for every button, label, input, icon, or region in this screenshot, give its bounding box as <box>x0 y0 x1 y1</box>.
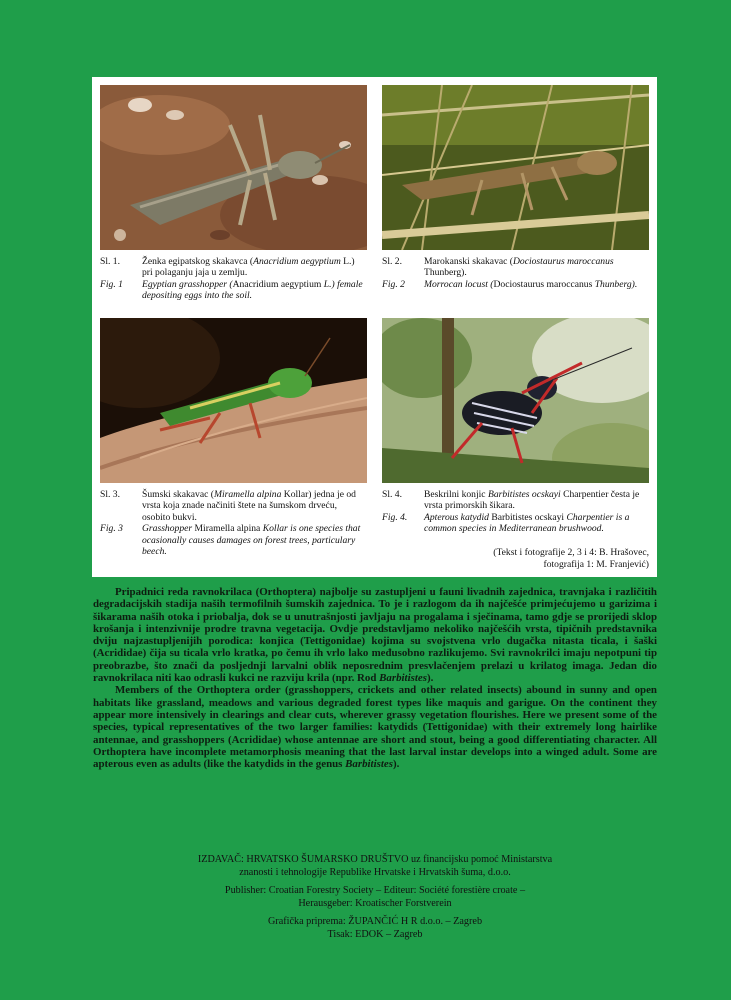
paragraph-croatian-genus: Barbitistes <box>379 672 427 685</box>
body-text <box>93 586 657 770</box>
caption-fig1-en: Egyptian grasshopper ( <box>142 278 233 290</box>
caption-fig4-hr-species: Barbitistes ocskayi <box>487 489 561 500</box>
publisher-line-2: znanosti i tehnologije Republike Hrvatske i Hrvatskih šuma, d.o.o. <box>239 866 511 878</box>
caption-fig4-en-species: Barbitistes ocskayi <box>491 511 565 523</box>
caption-fig3-num-en: Fig. 3 <box>100 523 123 535</box>
photo-credit-line1: (Tekst i fotografije 2, 3 i 4: B. Hrašovec, <box>493 547 649 558</box>
caption-fig1-num-hr: Sl. 1. <box>100 256 120 267</box>
caption-fig3-en: Grasshopper <box>142 523 195 535</box>
publisher-line-3: Publisher: Croatian Forestry Society – Editeur: Société forestière croate – <box>224 885 526 897</box>
caption-fig2 <box>382 256 649 290</box>
caption-fig3-hr-rest: Kollar) jedna je od vrsta koja znade načiniti štete na šumskom drveću, osobito bukvi. <box>142 489 356 523</box>
photo-egyptian-grasshopper <box>100 85 367 250</box>
caption-fig2-num-hr: Sl. 2. <box>382 256 402 267</box>
caption-fig4-en-rest: Charpentier is a common species in Mediterranean brushwood. <box>424 511 630 535</box>
caption-fig3-en-rest: Kollar is one species that ocasionally causes damages on forest trees, particulary beech. <box>142 523 361 558</box>
caption-fig2-en-species: Dociostaurus maroccanus <box>493 278 593 290</box>
caption-fig1-en-species: Anacridium aegyptium <box>232 278 322 290</box>
publisher-line-1: IZDAVAČ: HRVATSKO ŠUMARSKO DRUŠTVO uz financijsku pomoć Ministarstva <box>197 854 553 865</box>
caption-fig4-hr-rest: Charpentier česta je vrsta primorskih šikara. <box>424 489 640 512</box>
caption-fig2-num-en: Fig. 2 <box>382 278 405 290</box>
caption-fig2-hr-species: Dociostaurus maroccanus <box>512 256 614 267</box>
photo-credit <box>409 547 649 570</box>
publisher-footer <box>93 854 657 942</box>
caption-fig3-en-species: Miramella alpina <box>194 523 261 535</box>
caption-fig3-num-hr: Sl. 3. <box>100 489 120 500</box>
figure-panel <box>92 77 657 577</box>
photo-miramella-alpina <box>100 318 367 483</box>
caption-fig4-hr: Beskrilni konjic <box>424 489 488 500</box>
paragraph-croatian-end: ). <box>426 672 434 685</box>
caption-fig4-num-en: Fig. 4. <box>382 511 408 523</box>
caption-fig4 <box>382 489 649 535</box>
paragraph-english <box>93 684 657 770</box>
caption-fig1-hr: Ženka egipatskog skakavca ( <box>142 256 254 267</box>
paragraph-english-text: Members of the Orthoptera order (grasshoppers, crickets and other related insects) abound in sunny and open habitats like grassland, meadows and various degraded forest types like maquis and garigue. On the continent they appear more intensively in clearings and clear cuts, wherever grassy vegetation flourishes. Here we present some of the species, typical representatives of the two larger families: katydids (Tettigonidae) with their extremely long hairlike antennae, and grasshoppers (Acrididae) whose antennae are short and stout, being a good differentiating character. All Orthoptera have incomplete metamorphosis meaning that the last larval instar develops into a winged adult. Some are apterous even as adults (like the katydids in the genus <box>93 684 657 771</box>
paragraph-croatian-text: Pripadnici reda ravnokrilaca (Orthoptera) najbolje su zastupljeni u fauni livadnih zajednica, travnjaka i različitih degradacijskih stadija naših termofilnih šumskih zajednica. To je i razlogom da ih najčešće primjećujemo u garizima i šikarama naših otoka i priobalja, dok se u unutrašnjosti javljaju na progalama i sječinama, tamo gdje se prorijedi sklop krošanja i intenzivnije prodre travna vegetacija. Ovdje predstavljamo nekoliko najčešćih vrsta, tipičnih predstavnika dviju najzastupljenijih porodica: konjica (Tettigonidae) kojima su svojstvena vrlo dugačka nitasta ticala, i šaški (Acrididae) čija su ticala vrlo kratka, po čemu ih vrlo lako međusobno razlikujemo. Svi ravnokrilci imaju nepotpuni tip preobrazbe, što znači da posljednji larvalni oblik neposrednim presvlačenjem prelazi u krilatog imaga. Jedan dio ravnokrilaca niti kao odrasli kukci ne razviju krila (npr. Rod <box>93 586 657 685</box>
caption-fig1-en-rest: L.) female depositing eggs into the soil. <box>142 278 363 302</box>
caption-fig3-hr: Šumski skakavac ( <box>142 489 214 500</box>
caption-fig1-hr-rest: L.) pri polaganju jaja u zemlju. <box>142 256 355 279</box>
caption-fig2-en: Morrocan locust ( <box>424 278 494 290</box>
photo-barbitistes-ocskayi <box>382 318 649 483</box>
photo-credit-line2: fotografija 1: M. Franjević) <box>543 558 649 570</box>
paragraph-english-end: ). <box>392 758 400 771</box>
caption-fig1-num-en: Fig. 1 <box>100 278 123 290</box>
photo-moroccan-locust <box>382 85 649 250</box>
caption-fig2-en-rest: Thunberg). <box>592 278 638 290</box>
publisher-line-4: Herausgeber: Kroatischer Forstverein <box>298 897 452 909</box>
paragraph-english-genus: Barbitistes <box>345 758 393 771</box>
caption-fig4-num-hr: Sl. 4. <box>382 489 402 500</box>
caption-fig3-hr-species: Miramella alpina <box>213 489 282 500</box>
paragraph-croatian <box>93 586 657 684</box>
caption-fig2-hr: Marokanski skakavac ( <box>424 256 513 267</box>
caption-fig3 <box>100 489 367 557</box>
caption-fig4-en: Apterous katydid <box>424 511 492 523</box>
printing-prep-line: Grafička priprema: ŽUPANČIĆ H R d.o.o. – Zagreb <box>267 916 483 928</box>
caption-fig2-hr-rest: Thunberg). <box>424 267 467 279</box>
printer-line: Tisak: EDOK – Zagreb <box>327 928 423 940</box>
caption-fig1 <box>100 256 367 302</box>
caption-fig1-hr-species: Anacridium aegyptium <box>253 256 341 267</box>
